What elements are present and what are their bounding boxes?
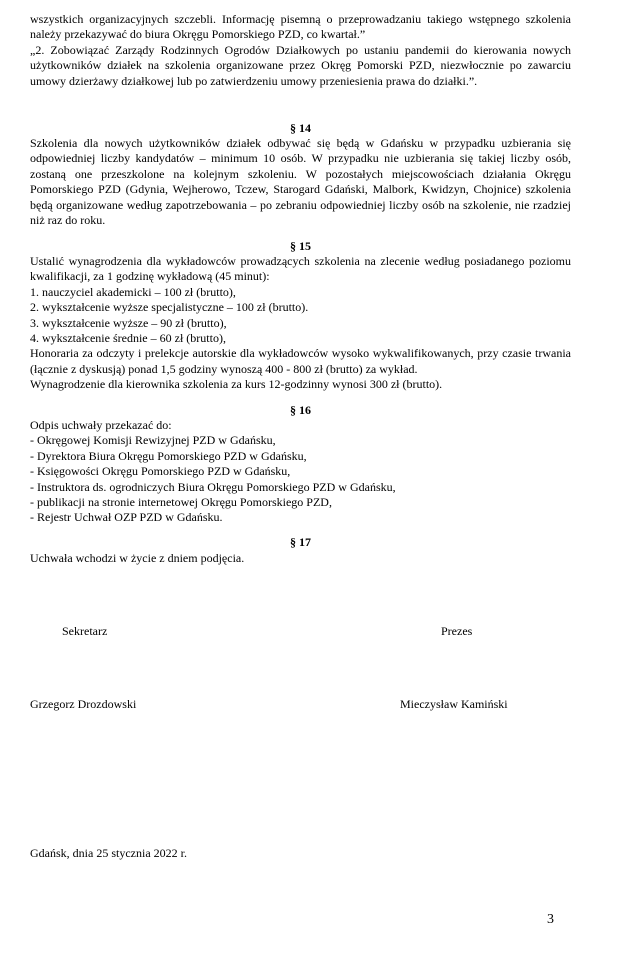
recipient-item: - Księgowości Okręgu Pomorskiego PZD w Gdańsku,	[30, 464, 291, 479]
secretary-role: Sekretarz	[62, 624, 108, 638]
president-role: Prezes	[441, 624, 473, 638]
section-15-intro: Ustalić wynagrodzenia dla wykładowców prowadzących szkolenia na zlecenie według posiadanego poziomu kwalifikacji, za 1 godzinę wykładową (45 minut):	[30, 254, 571, 284]
rate-item: 3. wykształcenie wyższe – 90 zł (brutto),	[30, 315, 227, 330]
section-15-kierownik: Wynagrodzenie dla kierownika szkolenia za kurs 12-godzinny wynosi 300 zł (brutto).	[30, 377, 443, 392]
section-15-honoraria: Honoraria za odczyty i prelekcje autorskie dla wykładowców wysoko wykwalifikowanych, przy czasie trwania (łącznie z dyskusją) ponad 1,5 godziny wynoszą 400 - 800 zł (brutto) za wykład.	[30, 346, 571, 376]
section-15-heading: § 15	[290, 239, 311, 253]
continuation-paragraph	[30, 12, 571, 89]
place-date: Gdańsk, dnia 25 stycznia 2022 r.	[30, 846, 187, 860]
section-14-text: Szkolenia dla nowych użytkowników działek odbywać się będą w Gdańsku w przypadku uzbierania się odpowiedniej liczby kandydatów – minimum 10 osób. W przypadku nie uzbierania się takiej liczby osób, zostaną one przeszkolone na kolejnym szkoleniu. W pozostałych miejscowościach działania Okręgu Pomorskiego PZD (Gdynia, Wejherowo, Tczew, Starogard Gdański, Malbork, Kwidzyn, Chojnice) szkolenia będą organizowane według zapotrzebowania – po zebraniu odpowiedniej liczby osób na szkolenie, nie rzadziej niż raz do roku.	[30, 136, 571, 228]
section-14-body	[30, 136, 571, 228]
section-16-heading: § 16	[290, 403, 311, 417]
secretary-name: Grzegorz Drozdowski	[30, 697, 137, 711]
continuation-text-1: wszystkich organizacyjnych szczebli. Informację pisemną o przeprowadzaniu takiego wstępnego szkolenia należy przekazywać do biura Okręgu Pomorskiego PZD, co kwartał.”	[30, 12, 571, 42]
continuation-text-2: „2. Zobowiązać Zarządy Rodzinnych Ogrodów Działkowych po ustaniu pandemii do kierowania nowych użytkowników działek na szkolenia organizowane przez Okręg Pomorski PZD, niezwłocznie po zawarciu umowy dzierżawy działkowej lub po zatwierdzeniu umowy przeniesienia prawa do działki.”.	[30, 42, 571, 88]
recipient-item: - Okręgowej Komisji Rewizyjnej PZD w Gdańsku,	[30, 433, 276, 448]
rate-item: 1. nauczyciel akademicki – 100 zł (brutto),	[30, 284, 236, 299]
recipient-item: - Rejestr Uchwał OZP PZD w Gdańsku.	[30, 510, 223, 525]
rate-item: 2. wykształcenie wyższe specjalistyczne – 100 zł (brutto).	[30, 300, 309, 315]
recipient-item: - Dyrektora Biura Okręgu Pomorskiego PZD w Gdańsku,	[30, 448, 307, 463]
section-17-body	[30, 551, 571, 566]
section-14-heading: § 14	[290, 121, 311, 135]
rate-item: 4. wykształcenie średnie – 60 zł (brutto),	[30, 331, 226, 346]
section-16-body	[30, 418, 571, 526]
section-17-text: Uchwała wchodzi w życie z dniem podjęcia.	[30, 551, 245, 565]
recipient-item: - Instruktora ds. ogrodniczych Biura Okręgu Pomorskiego PZD w Gdańsku,	[30, 479, 396, 494]
section-15-body	[30, 254, 571, 393]
recipient-item: - publikacji na stronie internetowej Okręgu Pomorskiego PZD,	[30, 495, 332, 510]
section-16-intro: Odpis uchwały przekazać do:	[30, 418, 172, 432]
section-17-heading: § 17	[290, 535, 311, 549]
page-number: 3	[547, 912, 554, 927]
president-name: Mieczysław Kamiński	[400, 697, 508, 711]
